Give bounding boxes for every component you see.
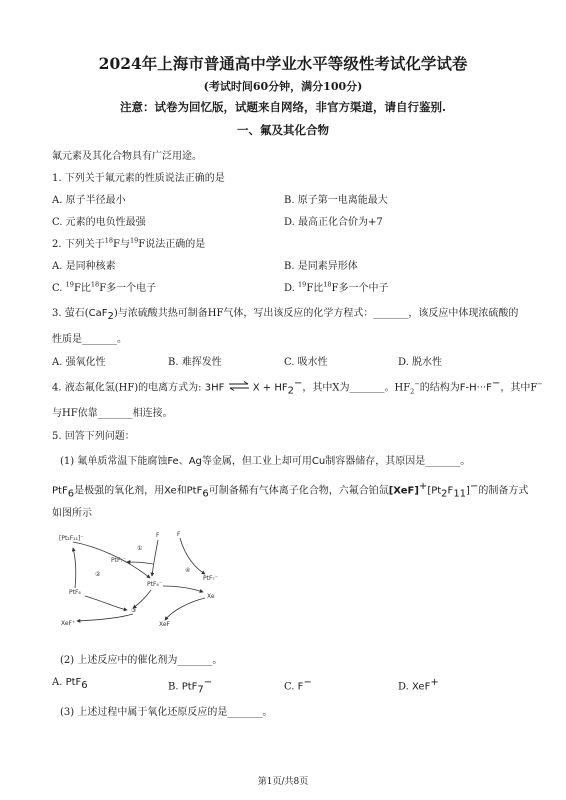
q1-option-d: D. 最高正化合价为+7 [284, 217, 383, 228]
q2-c-mid: 比 [80, 283, 91, 294]
q5-p1-cu: Cu [311, 456, 326, 467]
question-5-part1 [60, 452, 470, 467]
q2-d-post: 多一个中子 [338, 283, 389, 294]
label-f-2: F [177, 531, 181, 538]
q5-2-option-a [52, 677, 88, 691]
q1-option-c: C. 元素的电负性最强 [52, 217, 146, 228]
exam-time-note: (考试时间60分钟，满分100分) [203, 80, 363, 93]
q2-iso1-mass: 18 [104, 236, 114, 245]
q2-c-mass1: 19 [65, 280, 74, 289]
label-ptf7-right: PtF₇⁻ [203, 575, 218, 582]
intro-text: 氟元素及其化合物具有广泛用途。 [52, 151, 202, 162]
arrow-ptf6-to-step3 [85, 596, 127, 610]
para-xef: [XeF] [388, 485, 419, 497]
question-5-part2: (2) 上述反应中的催化剂为_______。 [60, 655, 223, 666]
ptf6-paragraph-line2: 如图所示 [52, 508, 92, 519]
q3-post: )与浓硫酸共热可制备HF气体，写出该反应的化学方程式：_______，该反应中体现浓硫酸的 [113, 308, 519, 319]
q5-2-option-c [284, 677, 312, 692]
q2-c-el1: F [73, 283, 81, 294]
para-xe: Xe [164, 485, 177, 497]
step-1-marker: ① [137, 545, 143, 552]
step-2-marker: ② [95, 571, 101, 578]
q3-formula: CaF [88, 308, 108, 319]
para-post: 的制备方式 [478, 485, 529, 497]
para-and: 和 [176, 485, 187, 497]
para-mid2: 可制备稀有气体离子化合物，六氟合铂氙 [208, 485, 389, 497]
label-ptf6-anion: PtF₆⁻ [147, 581, 162, 588]
q5-2-b-sub: 7 [197, 684, 204, 696]
q5-p1-fe: Fe [167, 456, 179, 467]
q5-2-a-sub: 6 [81, 680, 88, 691]
label-xe: Xe [207, 593, 215, 600]
para-pt2: [Pt [427, 485, 442, 497]
page-number: 第1页/共8页 [257, 777, 309, 787]
q5-p1-mid: 等金属，但工业上却可用 [201, 456, 312, 467]
q2-c-post: 多一个电子 [106, 283, 157, 294]
q2-iso2-mass: 19 [129, 236, 139, 245]
question-2-stem [52, 235, 205, 250]
q2-d-mass2: 18 [323, 280, 332, 289]
label-xef-cation: XeF⁺ [61, 620, 76, 627]
arrow-xe-to-xef2 [165, 598, 205, 620]
q2-el1: F [113, 239, 120, 250]
q2-d-mass1: 19 [298, 280, 307, 289]
para-f11: F [447, 485, 454, 497]
q3-pre: 3. 萤石( [52, 308, 89, 319]
step-3-marker: ③ [131, 607, 137, 614]
label-ptf6: PtF₆ [69, 589, 81, 596]
q5-2-a-prefix: A. [52, 677, 63, 688]
q2-c-mass2: 18 [90, 280, 100, 289]
arrow-f-down [152, 540, 158, 576]
q5-p1-post: 制容器储存，其原因是_______。 [325, 456, 471, 467]
q2-option-d [284, 279, 389, 294]
label-xef: XeF [159, 621, 170, 628]
q5-2-a-formula: PtF [65, 677, 82, 688]
q3-formula-sub: 2 [107, 311, 114, 322]
q2-d-prefix: D. [284, 283, 295, 294]
para-ptf6: PtF [52, 485, 68, 497]
q4-mid-sup: − [414, 380, 420, 388]
q2-c-el2: F [99, 283, 107, 294]
q2-option-a: A. 是同种核素 [52, 261, 116, 272]
q5-2-option-b [168, 677, 212, 695]
para-ptf6b-sub: 6 [202, 488, 209, 500]
q5-2-b-sup: − [203, 677, 213, 688]
step-4-marker: ④ [185, 567, 191, 574]
arrow-to-ptf7 [127, 562, 153, 564]
q2-option-b: B. 是同素异形体 [284, 261, 358, 272]
q2-c-prefix: C. [52, 283, 63, 294]
q5-2-b-prefix: B. [168, 681, 179, 693]
q5-2-c-sup: − [303, 677, 312, 688]
q2-option-c [52, 279, 156, 294]
q3-option-b: B. 难挥发性 [168, 357, 222, 368]
para-ptf6b: PtF [186, 485, 203, 497]
para-ptf6-sub: 6 [67, 488, 75, 500]
q4-eq-sub: 2 [287, 385, 294, 397]
q2-d-el2: F [331, 283, 339, 294]
q5-2-d-sup: + [430, 677, 439, 688]
q4-eq-right: X + HF [252, 382, 288, 394]
para-close-sup: − [469, 481, 479, 492]
arrow-ptf6b-to-step3 [133, 590, 151, 608]
q1-option-a: A. 原子半径最小 [52, 195, 126, 206]
equilibrium-arrow-icon [228, 381, 250, 394]
question-3-stem [52, 304, 518, 322]
q5-2-d-formula: XeF [412, 681, 431, 693]
para-close: ] [466, 485, 470, 497]
ptf6-paragraph [52, 481, 528, 499]
q3-option-d: D. 脱水性 [398, 357, 443, 368]
q5-2-c-formula: F [297, 681, 304, 693]
q1-option-b: B. 原子第一电离能最大 [284, 195, 388, 206]
q4-mid2: 的结构为 [419, 382, 460, 394]
question-4-line2: 与HF依靠_______相连接。 [52, 408, 173, 419]
question-4-stem [52, 378, 543, 396]
q4-mid-sub: 2 [410, 387, 415, 396]
q4-eq-left: 3HF [204, 382, 225, 394]
q4-mid: ，其中X为_______。HF [302, 382, 411, 394]
question-1-stem: 1. 下列关于氟元素的性质说法正确的是 [52, 173, 225, 184]
page-title: 2024年上海市普通高中学业水平等级性考试化学试卷 [98, 54, 468, 73]
q4-post-sup: − [537, 380, 543, 388]
q4-pre: 4. 液态氟化氢(HF)的电离方式为: [52, 382, 202, 394]
para-xef-sup: + [418, 481, 428, 492]
q2-el2: F [138, 239, 146, 250]
q2-stem-mid: 与 [119, 239, 130, 250]
q4-struct: F-H···F [459, 382, 492, 394]
para-f11-sub: 11 [453, 488, 467, 500]
label-ptf7: PtF₇⁻ [111, 557, 126, 564]
label-pt2f11: [Pt₂F₁₁]⁻ [59, 535, 84, 542]
q5-p1-ag: Ag [188, 456, 202, 467]
q5-2-option-d [398, 677, 439, 692]
question-5-stem: 5. 回答下列问题： [52, 431, 135, 442]
disclaimer-note: 注意：试卷为回忆版，试题来自网络，非官方渠道，请自行鉴别. [119, 100, 446, 114]
q3-option-a: A. 强氧化性 [52, 357, 106, 368]
arrow-to-xe [163, 586, 203, 592]
q5-2-c-prefix: C. [284, 681, 295, 693]
arrow-up-to-pt2 [73, 548, 76, 588]
section-heading: 一、氟及其化合物 [237, 123, 329, 137]
q2-d-mid: 比 [313, 283, 324, 294]
label-f: F [156, 532, 160, 539]
q4-eq-sup: − [294, 378, 303, 389]
q5-p1-sep: 、 [178, 456, 189, 467]
q2-stem-post: 说法正确的是 [145, 239, 206, 250]
q5-2-b-formula: PtF [181, 681, 198, 693]
question-5-part3: (3) 上述过程中属于氧化还原反应的是_______。 [60, 707, 273, 718]
para-mid1: 是极强的氧化剂，用 [74, 485, 165, 497]
arrow-f-to-ptf7b [180, 538, 205, 574]
question-3-line2: 性质是_______。 [52, 334, 127, 345]
q4-post: ，其中F [500, 382, 538, 394]
arrow-to-xef [77, 614, 133, 621]
q3-option-c: C. 吸水性 [284, 357, 328, 368]
q4-struct-sup: − [491, 378, 501, 389]
q5-2-d-prefix: D. [398, 681, 409, 693]
q2-d-el1: F [306, 283, 314, 294]
q5-p1-pre: (1) 氟单质常温下能腐蚀 [60, 456, 168, 467]
q2-stem-pre: 2. 下列关于 [52, 239, 105, 250]
reaction-cycle-diagram [55, 528, 250, 628]
para-pt2-sub: 2 [441, 488, 448, 500]
